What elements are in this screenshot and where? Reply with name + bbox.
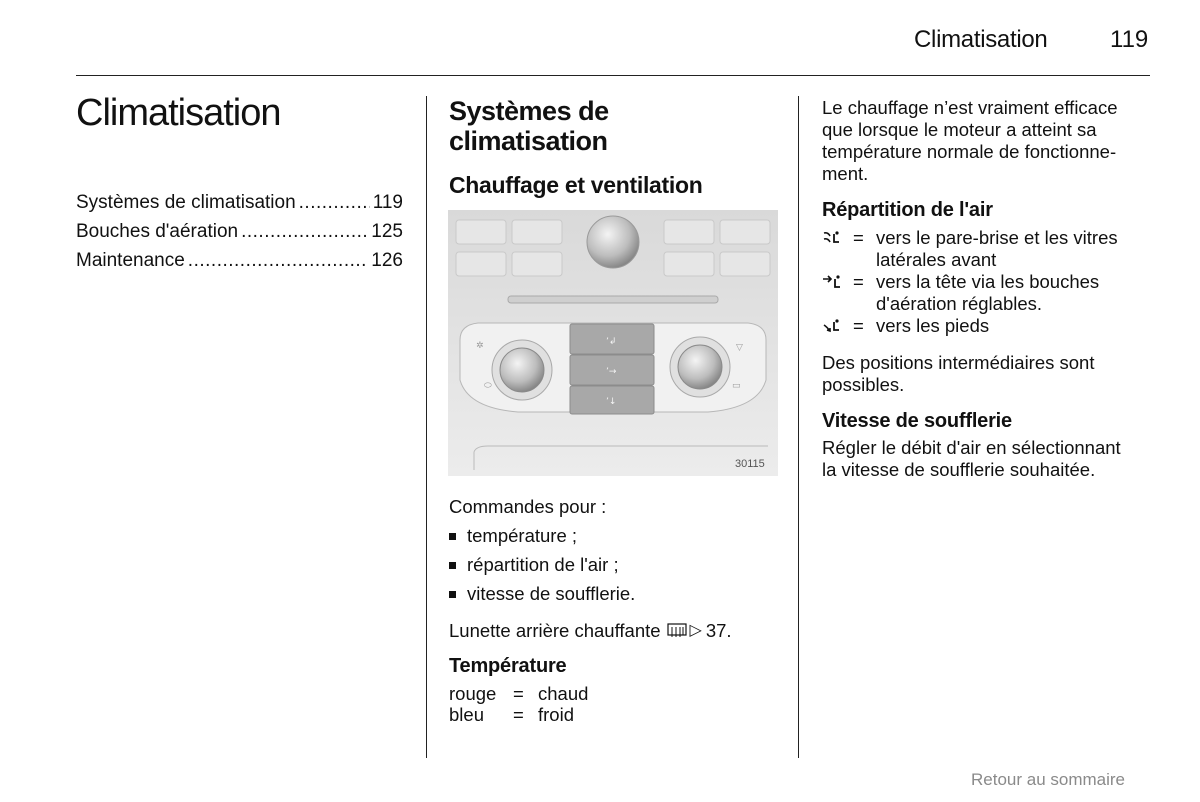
bullet-icon (449, 533, 456, 540)
running-header-title: Climatisation (914, 26, 1048, 53)
air-distribution-row (822, 227, 1166, 271)
toc-entry-bouches[interactable] (76, 221, 403, 243)
controls-intro: Commandes pour : (449, 496, 607, 517)
column-divider-left (426, 96, 427, 758)
intermediate-positions-note: Des positions intermédiaires sont possibles. (822, 352, 1095, 395)
toc-leader (188, 250, 369, 272)
equals-sign: = (853, 315, 864, 336)
equals-sign: = (513, 683, 524, 704)
intro-paragraph: Le chauffage n’est vraiment efficace que lorsque le moteur a atteint sa température normale de fonctionne- ment. (822, 97, 1118, 184)
figure-code: 30115 (735, 458, 765, 470)
air-distribution-heading: Répartition de l'air (822, 199, 993, 221)
column-divider-right (798, 96, 799, 758)
cross-reference-icon: ▷ (689, 622, 702, 639)
climate-control-panel-illustration (448, 210, 778, 476)
list-item: vitesse de soufflerie. (449, 583, 635, 605)
toc-label: Maintenance (76, 250, 185, 271)
temperature-value: chaud (538, 683, 589, 704)
equals-sign: = (853, 271, 864, 292)
section-heading-line2: climatisation (449, 126, 608, 156)
head-vent-icon (822, 274, 844, 290)
subsection-heading: Chauffage et ventilation (449, 172, 703, 198)
air-row-text: vers le pare-brise et les vitres latérales avant (876, 227, 1118, 270)
toc-page: 126 (371, 250, 403, 271)
chapter-title: Climatisation (76, 92, 281, 134)
svg-text:⬭: ⬭ (484, 381, 492, 391)
toc-entry-climatisation[interactable] (76, 192, 403, 214)
air-distribution-row (822, 315, 1166, 337)
back-to-contents-link[interactable]: Retour au sommaire (971, 770, 1126, 789)
toc-page: 125 (371, 221, 403, 242)
section-heading-line1: Systèmes de (449, 96, 609, 126)
blower-speed-heading: Vitesse de soufflerie (822, 410, 1012, 432)
windscreen-feet-icon (822, 230, 844, 246)
equals-sign: = (513, 704, 524, 725)
section-heading (449, 96, 609, 156)
list-item: température ; (449, 525, 577, 547)
temperature-heading: Température (449, 655, 567, 677)
temperature-term: bleu (449, 704, 484, 725)
page-number: 119 (1110, 26, 1149, 53)
toc-leader (241, 221, 368, 243)
rear-defrost-icon (667, 623, 687, 639)
temperature-term: rouge (449, 683, 497, 704)
header-rule (76, 75, 1150, 76)
temperature-value: froid (538, 704, 574, 725)
equals-sign: = (853, 227, 864, 248)
svg-text:ʼ↲: ʼ↲ (606, 337, 617, 347)
rear-window-line (449, 620, 732, 642)
blower-speed-paragraph: Régler le débit d'air en sélectionnant la vitesse de soufflerie souhaitée. (822, 437, 1121, 480)
toc-leader (299, 192, 370, 214)
bullet-icon (449, 591, 456, 598)
svg-text:▽: ▽ (736, 343, 743, 353)
bullet-icon (449, 562, 456, 569)
svg-text:✲: ✲ (476, 341, 484, 351)
toc-page: 119 (372, 192, 403, 213)
air-row-text: vers les pieds (876, 315, 990, 336)
temperature-table (449, 683, 588, 725)
svg-text:ʼ↓: ʼ↓ (606, 397, 617, 407)
air-distribution-row (822, 271, 1166, 315)
svg-text:ʼ→: ʼ→ (606, 367, 617, 377)
toc-entry-maintenance[interactable] (76, 250, 403, 272)
svg-text:▭: ▭ (732, 381, 741, 391)
feet-icon (822, 318, 844, 334)
rear-window-ref[interactable]: 37. (705, 620, 732, 641)
list-item: répartition de l'air ; (449, 554, 619, 576)
air-row-text: vers la tête via les bouches d'aération réglables. (876, 271, 1100, 314)
toc-label: Bouches d'aération (76, 221, 239, 242)
rear-window-text: Lunette arrière chauffante (449, 620, 661, 641)
toc-label: Systèmes de climatisation (76, 192, 296, 213)
